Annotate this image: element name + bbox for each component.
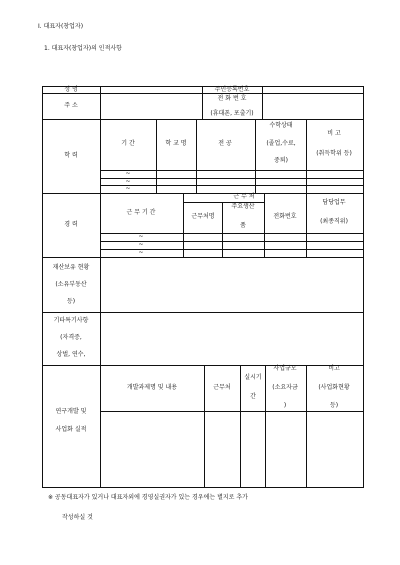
other-label-3: 상벌, 연수, bbox=[56, 351, 86, 358]
other-label-2: (자격증, bbox=[60, 334, 82, 341]
career-product-header: 주요생산 bbox=[231, 203, 255, 210]
rnd-period-header-2: 간 bbox=[250, 393, 256, 400]
career-product-header-2: 품 bbox=[240, 222, 246, 229]
edu-tilde: ~ bbox=[125, 178, 131, 185]
rnd-remarks-header-2: (사업화현황 bbox=[318, 384, 350, 391]
rnd-remarks-header: 비고 bbox=[328, 365, 340, 372]
footnote: ※ 공동대표자가 있거나 대표자외에 경영실권자가 있는 경우에는 별지로 추가 bbox=[48, 494, 248, 501]
other-label: 기타특기사항 bbox=[53, 317, 89, 324]
footnote-line-2: 작성하실 것 bbox=[62, 514, 93, 521]
rnd-remarks-header-3: 등) bbox=[329, 402, 339, 409]
edu-remarks-sub: (취득학위 등) bbox=[316, 150, 352, 157]
career-label: 경 력 bbox=[64, 221, 78, 228]
rnd-scale-header-2: (소요자금 bbox=[272, 384, 298, 391]
edu-status-header: 수학상태 bbox=[269, 122, 293, 129]
assets-label: 재산보유 현황 bbox=[52, 264, 90, 271]
phone-label: 전 화 번 호 bbox=[217, 95, 247, 102]
edu-status-header-2: (졸업,수료, bbox=[266, 140, 296, 147]
edu-school-header: 학 교 명 bbox=[165, 140, 187, 147]
edu-tilde: ~ bbox=[125, 185, 131, 192]
career-workplace-group: 근 무 처 bbox=[233, 193, 255, 200]
career-duty-header: 담당업무 bbox=[322, 199, 346, 206]
career-tilde: ~ bbox=[138, 241, 144, 248]
rnd-task-header: 개발과제명 및 내용 bbox=[126, 384, 178, 391]
rnd-label: 연구개발 및 bbox=[55, 408, 87, 415]
career-period-header: 근 무 기 간 bbox=[126, 209, 156, 216]
edu-remarks-header: 비 고 bbox=[327, 130, 341, 137]
rnd-period-header: 실시기 bbox=[244, 374, 262, 381]
edu-period-header: 기 간 bbox=[121, 140, 135, 147]
assets-label-2: (소유부동산 bbox=[55, 281, 87, 288]
rnd-label-2: 사업화 실적 bbox=[55, 426, 87, 433]
edu-status-header-3: 중퇴) bbox=[274, 157, 288, 164]
career-workplace-name: 근무처명 bbox=[191, 213, 215, 220]
address-label: 주 소 bbox=[64, 102, 78, 109]
assets-label-3: 등) bbox=[66, 298, 76, 305]
name-label: 성 명 bbox=[64, 86, 78, 93]
education-label: 학 력 bbox=[64, 152, 78, 159]
phone-sub-label: (휴대폰, 포출기) bbox=[210, 110, 254, 117]
rnd-scale-header: 사업규모 bbox=[273, 365, 297, 372]
career-tilde: ~ bbox=[138, 249, 144, 256]
career-phone-header: 전화번호 bbox=[273, 213, 297, 220]
career-tilde: ~ bbox=[138, 233, 144, 240]
edu-tilde: ~ bbox=[125, 170, 131, 177]
rrn-label: 주민등록번호 bbox=[214, 86, 250, 93]
rnd-org-header: 근무처 bbox=[213, 384, 231, 391]
subsection-title: 1. 대표자(창업자)의 인적사항 bbox=[44, 45, 122, 52]
career-duty-sub: (최종직위) bbox=[320, 218, 348, 225]
edu-major-header: 전 공 bbox=[218, 140, 232, 147]
rnd-scale-header-3: ) bbox=[283, 402, 287, 409]
section-title: Ⅰ. 대표자(창업자) bbox=[38, 23, 84, 30]
